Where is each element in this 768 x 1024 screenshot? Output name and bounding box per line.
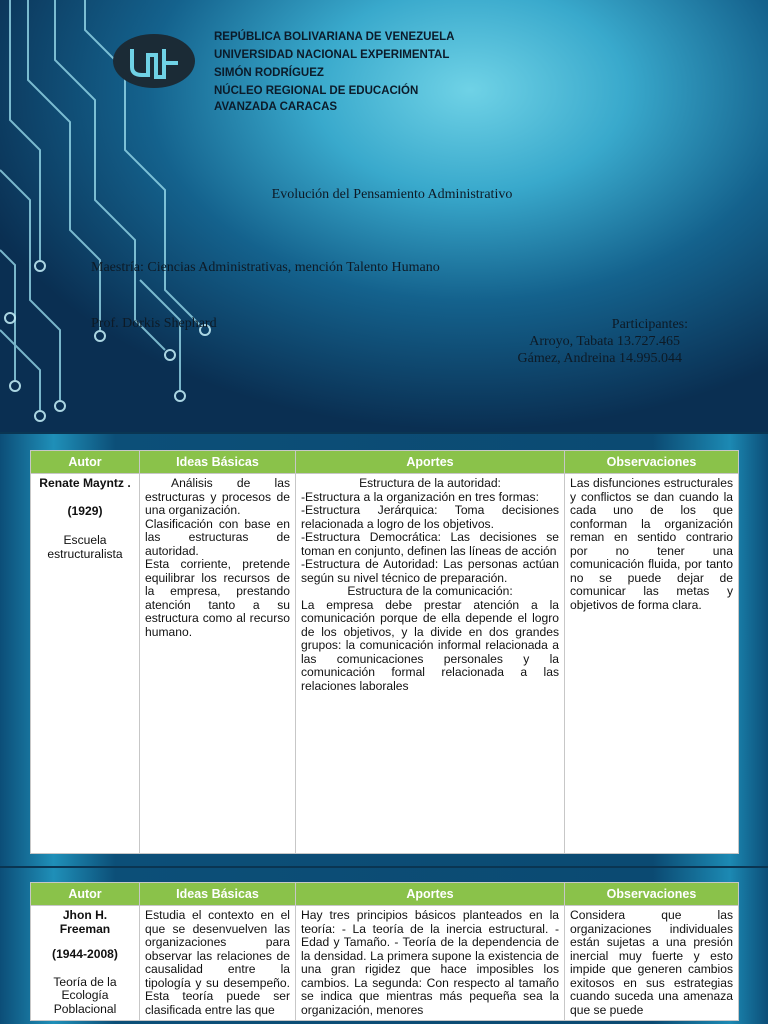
aportes-item: -Estructura Jerárquica: Toma decisiones relacionada a logro de los objetivos. <box>301 503 559 531</box>
ideas-cell: Estudia el contexto en el que se desenvuelven las organizaciones para observar las relaciones de causalidad entre la tipología y su desempeño. Esta teoría puede ser clasificada entre las que <box>140 906 296 1021</box>
column-header-autor: Autor <box>31 883 140 906</box>
column-header-aportes: Aportes <box>296 451 565 474</box>
author-cell <box>31 906 140 1021</box>
header-line: AVANZADA CARACAS <box>214 101 338 113</box>
author-year: (1929) <box>67 503 103 518</box>
table-slide-2 <box>0 868 768 1024</box>
aportes-heading: Estructura de la autoridad: <box>359 476 501 490</box>
participants-label: Participantes: <box>611 317 688 332</box>
header-line: NÚCLEO REGIONAL DE EDUCACIÓN <box>214 85 419 97</box>
table-header-row <box>31 451 739 474</box>
aportes-heading: Estructura de la comunicación: <box>347 584 513 598</box>
aportes-cell: Hay tres principios básicos planteados en la teoría: - La teoría de la inercia estructural. - Edad y Tamaño. - Teoría de la dependencia de la densidad. La primera supone la existencia de una gran rigidez que hace imposibles los cambios. La segunda: Con respecto al tamaño se indica que mientras más pequeña sea la organización, menores <box>296 906 565 1021</box>
header-line: UNIVERSIDAD NACIONAL EXPERIMENTAL <box>214 49 450 61</box>
column-header-observaciones: Observaciones <box>565 451 739 474</box>
author-school: Escuela estructuralista <box>47 533 123 561</box>
idea-paragraph: Análisis de las estructuras y procesos de una organización. <box>145 476 290 517</box>
column-header-observaciones: Observaciones <box>565 883 739 906</box>
authors-table <box>30 450 739 854</box>
title-slide <box>0 0 768 432</box>
author-cell <box>31 474 140 854</box>
aportes-item: -Estructura de Autoridad: Las personas actúan según su nivel técnico de preparación. <box>301 557 559 585</box>
column-header-ideas: Ideas Básicas <box>140 883 296 906</box>
professor-name: Prof. Dorkis Shephard <box>91 316 217 331</box>
university-logo <box>112 33 196 89</box>
participant-name: Arroyo, Tabata 13.727.465 <box>529 334 680 349</box>
author-year: (1944-2008) <box>52 947 118 961</box>
table-header-row <box>31 883 739 906</box>
column-header-autor: Autor <box>31 451 140 474</box>
participants-block <box>518 316 688 367</box>
aportes-cell <box>296 474 565 854</box>
maestria-line: Maestría: Ciencias Administrativas, mención Talento Humano <box>91 260 440 275</box>
observaciones-cell: Considera que las organizaciones individuales están sujetas a una presión inercial muy fuerte y esto impide que generen cambios exitosos en sus estrategias cuando suceda una amenaza que se puede <box>565 906 739 1021</box>
idea-paragraph: Esta corriente, pretende equilibrar los recursos de la empresa, prestando atención tanto a su estructura como al recurso humano. <box>145 557 290 639</box>
table-row <box>31 906 739 1021</box>
header-line: SIMÓN RODRÍGUEZ <box>214 67 324 79</box>
institution-header <box>214 28 454 114</box>
table-slide-1 <box>0 434 768 866</box>
observaciones-cell: Las disfunciones estructurales y conflictos se dan cuando la cada uno de los que conforman la organización reman en sentido contrario por no tener una comunicación fluida, por tanto no se puede dejar de comunicar las metas y objetivos de forma clara. <box>565 474 739 854</box>
authors-table <box>30 882 739 1021</box>
column-header-ideas: Ideas Básicas <box>140 451 296 474</box>
aportes-item: -Estructura Democrática: Las decisiones se toman en conjunto, definen las líneas de acción <box>301 530 559 558</box>
header-line: REPÚBLICA BOLIVARIANA DE VENEZUELA <box>214 31 455 43</box>
table-row <box>31 474 739 854</box>
presentation-title: Evolución del Pensamiento Administrativo <box>271 187 513 202</box>
ideas-cell <box>140 474 296 854</box>
aportes-item: -Estructura a la organización en tres formas: <box>301 489 539 504</box>
participant-name: Gámez, Andreina 14.995.044 <box>517 351 682 366</box>
idea-paragraph: Clasificación con base en las estructuras de autoridad. <box>145 516 290 558</box>
aportes-paragraph: La empresa debe prestar atención a la comunicación porque de ella depende el logro de los objetivos, y la divide en dos grandes grupos: la comunicación informal relacionada a las comunicaciones personales y la comunicación formal relacionada a las relaciones laborales <box>301 597 559 693</box>
author-name: Renate Mayntz . <box>39 476 131 490</box>
column-header-aportes: Aportes <box>296 883 565 906</box>
author-school: Teoría de la Ecología Poblacional <box>53 974 117 1016</box>
author-name: Jhon H. Freeman <box>59 908 111 936</box>
